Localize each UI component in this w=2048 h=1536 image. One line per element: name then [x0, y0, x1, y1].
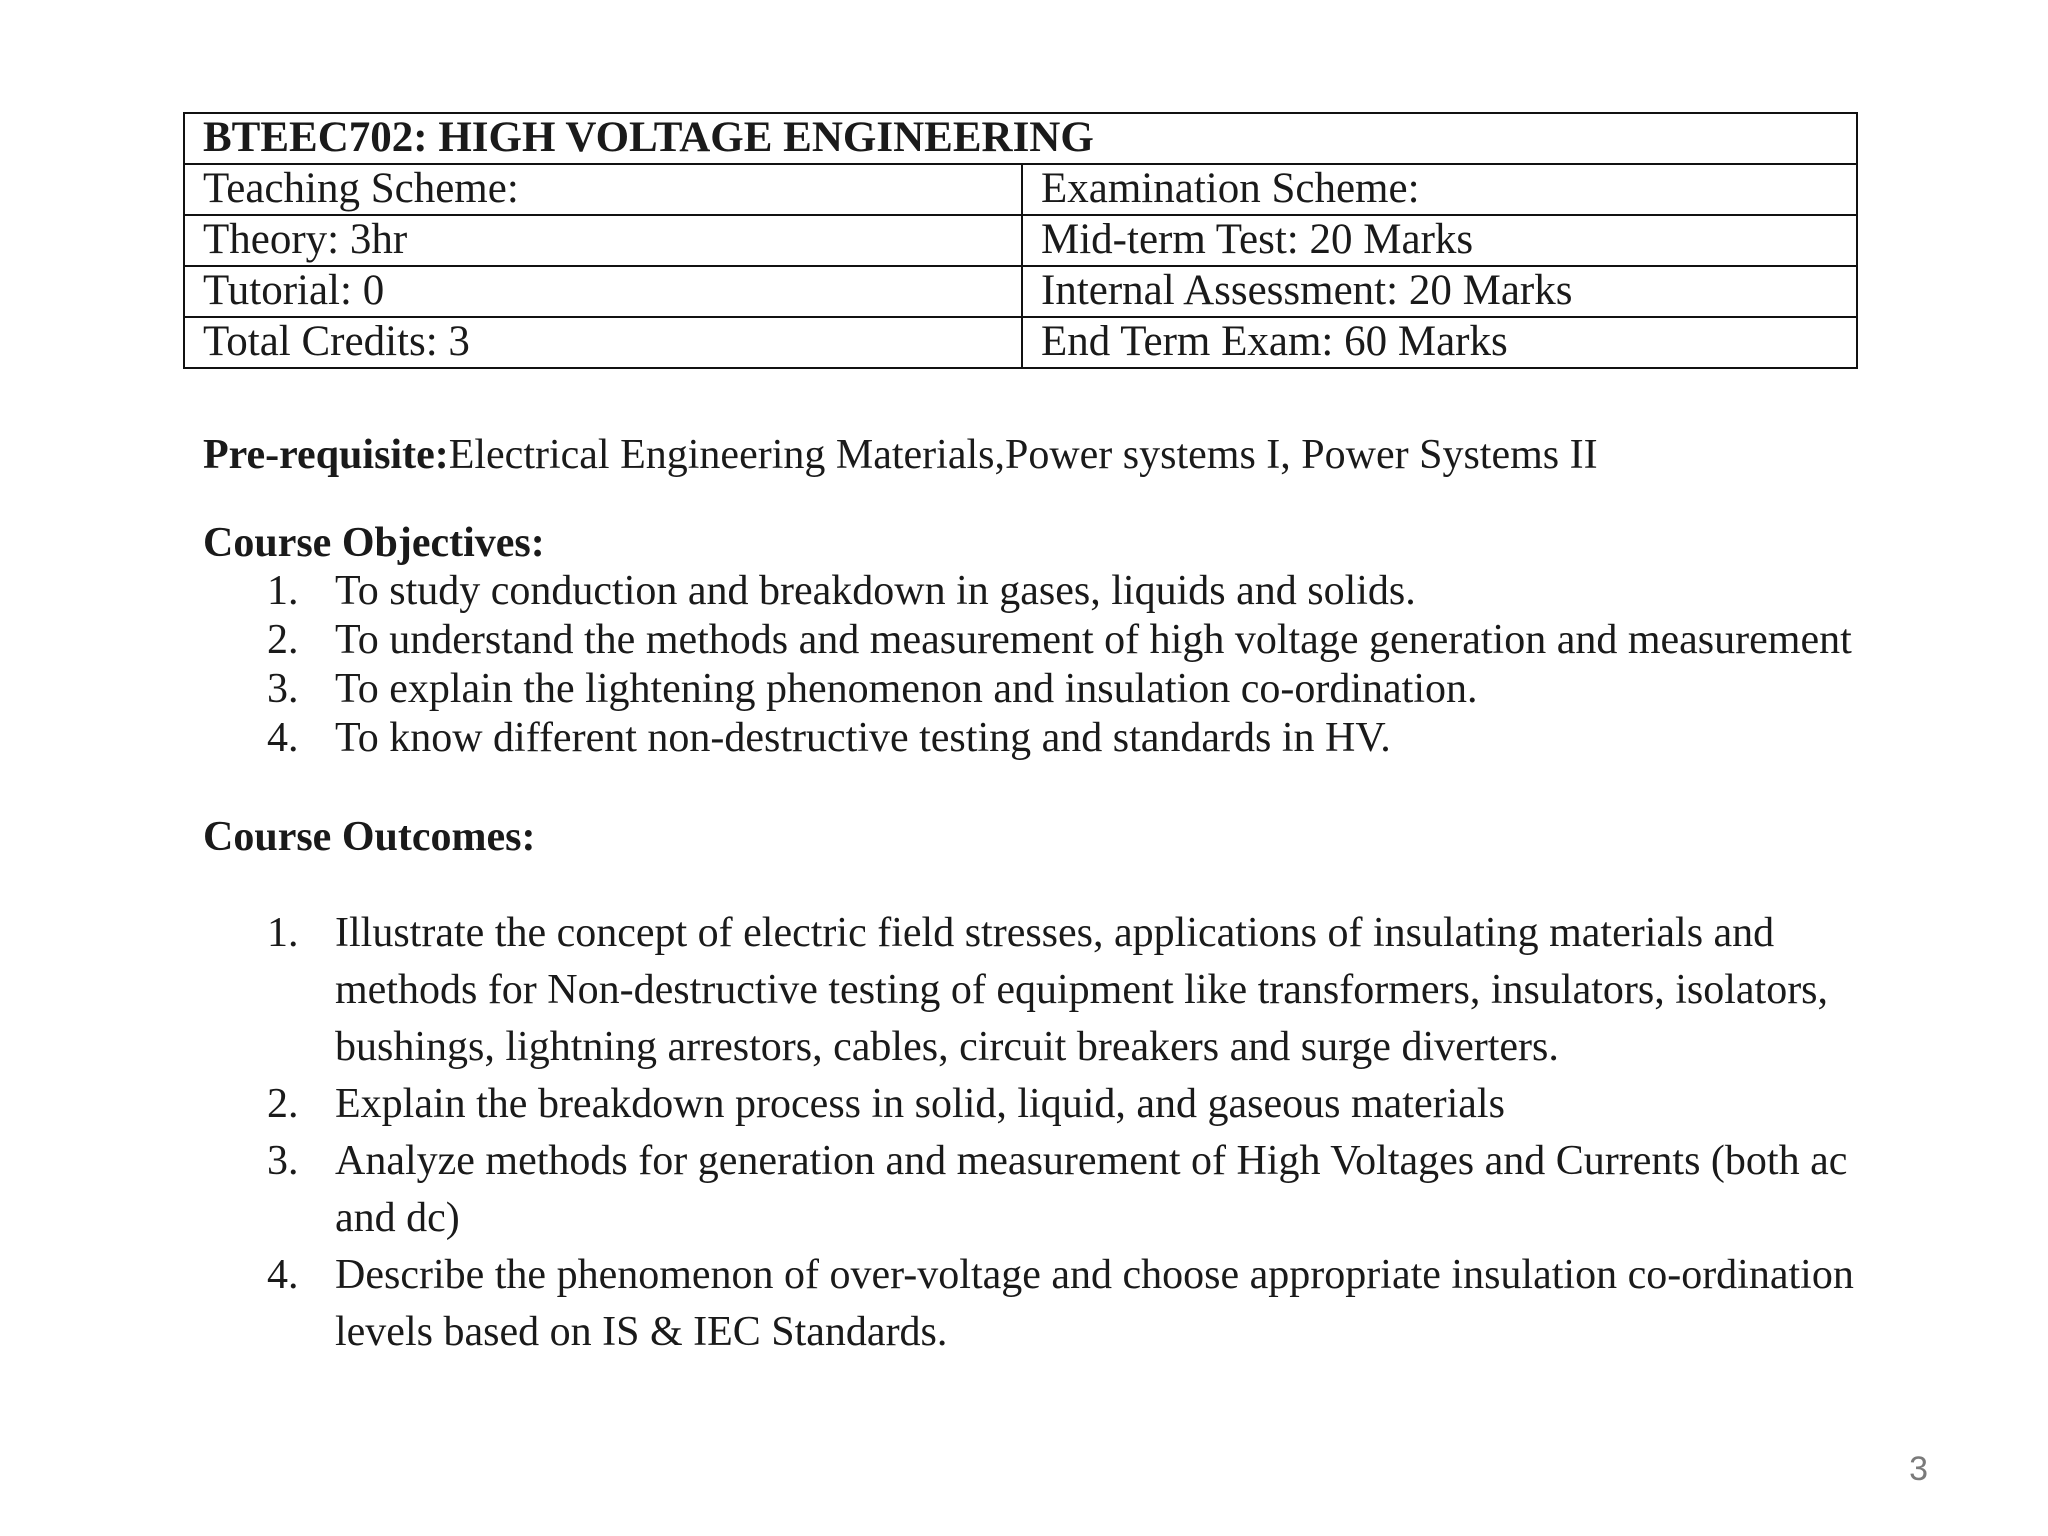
table-title-row: [184, 113, 1857, 164]
tutorial-hours: Tutorial: 0: [184, 266, 1022, 317]
item-number: 4.: [267, 1252, 299, 1298]
mid-term-marks: Mid-term Test: 20 Marks: [1022, 215, 1857, 266]
item-number: 2.: [267, 1081, 299, 1127]
theory-hours: Theory: 3hr: [184, 215, 1022, 266]
internal-assessment-marks: Internal Assessment: 20 Marks: [1022, 266, 1857, 317]
prerequisite-text: Electrical Engineering Materials,Power systems I, Power Systems II: [448, 432, 1598, 478]
item-text: To study conduction and breakdown in gases, liquids and solids.: [335, 568, 1416, 614]
examination-scheme-header: Examination Scheme:: [1022, 164, 1857, 215]
prerequisite: [203, 431, 1903, 479]
item-number: 3.: [267, 1138, 299, 1184]
outcomes-heading: Course Outcomes:: [203, 814, 536, 860]
page-number: 3: [1909, 1450, 1928, 1488]
table-row: [184, 317, 1857, 368]
objectives-heading: Course Objectives:: [203, 520, 545, 566]
item-number: 4.: [267, 715, 299, 761]
item-number: 3.: [267, 666, 299, 712]
list-item: [183, 1076, 1903, 1133]
list-item: [183, 905, 1903, 1076]
teaching-scheme-header: Teaching Scheme:: [184, 164, 1022, 215]
item-text: Describe the phenomenon of over-voltage and choose appropriate insulation co-ordination levels based on IS & IEC Standards.: [335, 1252, 1854, 1355]
table-row: [184, 215, 1857, 266]
item-number: 2.: [267, 617, 299, 663]
list-item: [183, 1133, 1903, 1247]
objectives-list: [183, 567, 1903, 763]
table-row: [184, 164, 1857, 215]
total-credits: Total Credits: 3: [184, 317, 1022, 368]
item-text: To know different non-destructive testing and standards in HV.: [335, 715, 1391, 761]
item-number: 1.: [267, 910, 299, 956]
table-row: [184, 266, 1857, 317]
syllabus-document: [183, 112, 1903, 1361]
item-text: To explain the lightening phenomenon and insulation co-ordination.: [335, 666, 1478, 712]
list-item: [183, 567, 1903, 616]
end-term-marks: End Term Exam: 60 Marks: [1022, 317, 1857, 368]
item-text: Explain the breakdown process in solid, liquid, and gaseous materials: [335, 1081, 1505, 1127]
list-item: [183, 616, 1903, 665]
outcomes-list: [183, 905, 1903, 1361]
course-title: BTEEC702: HIGH VOLTAGE ENGINEERING: [184, 113, 1857, 164]
course-scheme-table: [183, 112, 1858, 369]
item-text: To understand the methods and measurement of high voltage generation and measurement: [335, 617, 1852, 663]
list-item: [183, 714, 1903, 763]
list-item: [183, 665, 1903, 714]
list-item: [183, 1247, 1903, 1361]
item-text: Analyze methods for generation and measurement of High Voltages and Currents (both ac and dc): [335, 1138, 1848, 1241]
prerequisite-label: Pre-requisite:: [203, 432, 449, 478]
item-number: 1.: [267, 568, 299, 614]
item-text: Illustrate the concept of electric field stresses, applications of insulating materials and methods for Non-destructive testing of equipment like transformers, insulators, isolators, bushings, lightning arrestors, cables, circuit breakers and surge diverters.: [335, 910, 1829, 1070]
